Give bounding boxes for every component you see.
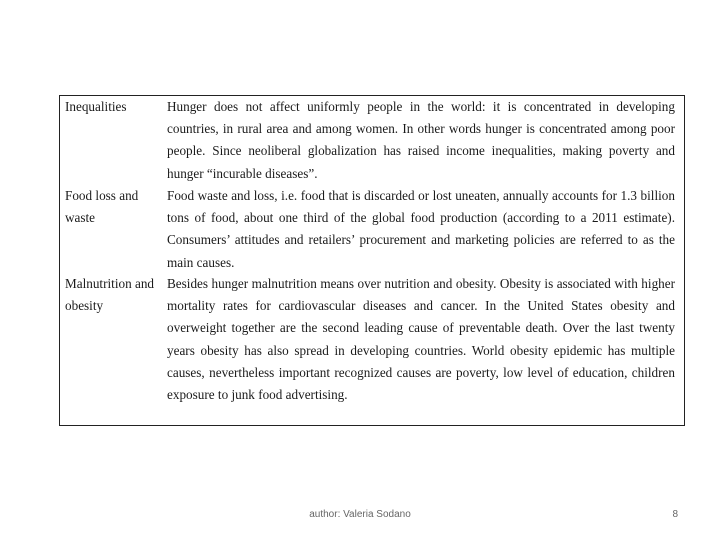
page-number: 8 <box>672 509 678 520</box>
term-cell: Malnutrition and obesity <box>65 276 155 313</box>
term-cell: Inequalities <box>65 99 127 114</box>
description-cell: Food waste and loss, i.e. food that is discarded or lost uneaten, annually accounts for 1.3 billion tons of food, about one third of the global food production (according to a 2011 estimate). Consumers’ attitudes and retailers’ procurement and marketing policies are referred to as the main causes. <box>167 188 675 270</box>
description-cell: Hunger does not affect uniformly people in the world: it is concentrated in developing countries, in rural area and among women. In other words hunger is concentrated among poor people. Since neoliberal globalization has raised income inequalities, making poverty and hunger “incurable diseases”. <box>167 99 675 181</box>
term-cell: Food loss and waste <box>65 188 139 225</box>
description-cell: Besides hunger malnutrition means over nutrition and obesity. Obesity is associated with higher mortality rates for cardiovascular diseases and cancer. In the United States obesity and overweight together are the second leading cause of preventable death. Over the last twenty years obesity has also spread in developing countries. World obesity epidemic has multiple causes, nevertheless important recognized causes are poverty, low level of education, children exposure to junk food advertising. <box>167 276 675 403</box>
topics-table <box>59 95 685 426</box>
author-footer: author: Valeria Sodano <box>309 509 411 520</box>
